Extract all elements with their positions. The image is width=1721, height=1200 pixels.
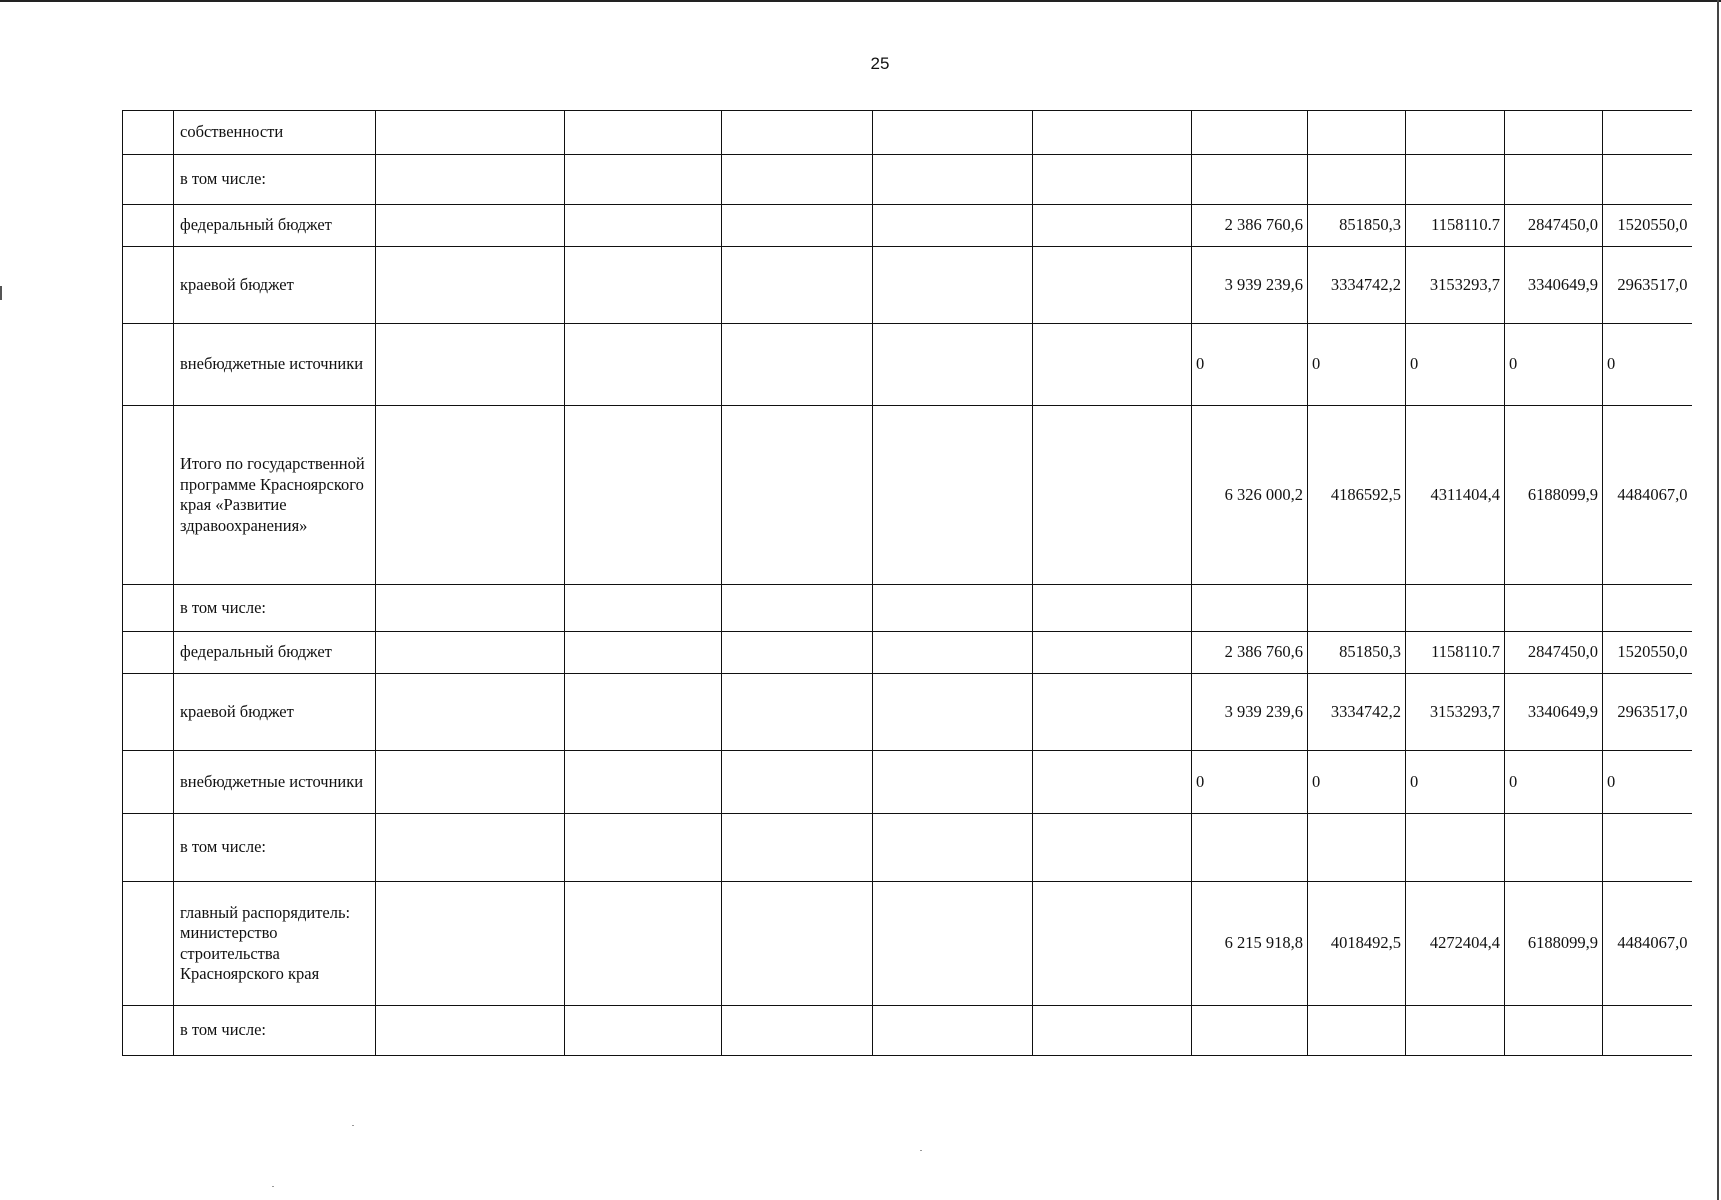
empty-cell <box>1033 247 1192 324</box>
amount-cell <box>1308 814 1406 882</box>
amount-cell <box>1192 1006 1308 1056</box>
empty-cell <box>565 814 722 882</box>
empty-cell <box>1033 205 1192 247</box>
amount-cell: 1158110.7 <box>1406 632 1505 674</box>
amount-cell: 0 <box>1603 324 1692 406</box>
empty-cell <box>873 205 1033 247</box>
amount-cell <box>1406 814 1505 882</box>
amount-cell: 0 <box>1308 324 1406 406</box>
amount-cell <box>1603 1006 1692 1056</box>
amount-cell: 3334742,2 <box>1308 247 1406 324</box>
empty-cell <box>376 205 565 247</box>
amount-cell <box>1308 585 1406 632</box>
row-label-cell: Итого по государственной программе Красноярского края «Развитие здравоохранения» <box>174 406 376 585</box>
empty-cell <box>873 324 1033 406</box>
row-label-cell: в том числе: <box>174 1006 376 1056</box>
amount-cell <box>1603 111 1692 155</box>
empty-cell <box>376 751 565 814</box>
empty-cell <box>376 1006 565 1056</box>
row-number-cell <box>123 1006 174 1056</box>
amount-cell: 2 386 760,6 <box>1192 205 1308 247</box>
row-number-cell <box>123 247 174 324</box>
table-row <box>123 585 1692 632</box>
empty-cell <box>376 814 565 882</box>
row-label-cell: краевой бюджет <box>174 247 376 324</box>
amount-cell: 4018492,5 <box>1308 882 1406 1006</box>
amount-cell: 3340649,9 <box>1505 247 1603 324</box>
amount-cell: 2 386 760,6 <box>1192 632 1308 674</box>
empty-cell <box>1033 674 1192 751</box>
amount-cell: 2847450,0 <box>1505 632 1603 674</box>
empty-cell <box>376 882 565 1006</box>
table-row <box>123 406 1692 585</box>
amount-cell: 6188099,9 <box>1505 882 1603 1006</box>
amount-cell: 4272404,4 <box>1406 882 1505 1006</box>
row-number-cell <box>123 814 174 882</box>
amount-cell <box>1192 814 1308 882</box>
empty-cell <box>376 155 565 205</box>
amount-cell: 851850,3 <box>1308 632 1406 674</box>
empty-cell <box>1033 324 1192 406</box>
amount-cell: 2963517,0 <box>1603 674 1692 751</box>
empty-cell <box>873 882 1033 1006</box>
amount-cell <box>1192 155 1308 205</box>
amount-cell: 1158110.7 <box>1406 205 1505 247</box>
empty-cell <box>1033 632 1192 674</box>
row-label-cell: федеральный бюджет <box>174 205 376 247</box>
empty-cell <box>565 1006 722 1056</box>
table-row <box>123 155 1692 205</box>
empty-cell <box>376 324 565 406</box>
empty-cell <box>1033 406 1192 585</box>
amount-cell: 0 <box>1192 324 1308 406</box>
empty-cell <box>376 632 565 674</box>
empty-cell <box>565 155 722 205</box>
amount-cell: 4311404,4 <box>1406 406 1505 585</box>
empty-cell <box>1033 111 1192 155</box>
empty-cell <box>565 406 722 585</box>
amount-cell: 3340649,9 <box>1505 674 1603 751</box>
empty-cell <box>1033 1006 1192 1056</box>
scan-mark <box>0 286 2 300</box>
empty-cell <box>722 406 873 585</box>
empty-cell <box>722 632 873 674</box>
empty-cell <box>722 751 873 814</box>
empty-cell <box>873 585 1033 632</box>
amount-cell <box>1603 585 1692 632</box>
row-number-cell <box>123 324 174 406</box>
amount-cell: 0 <box>1603 751 1692 814</box>
amount-cell: 0 <box>1406 751 1505 814</box>
amount-cell: 3 939 239,6 <box>1192 674 1308 751</box>
empty-cell <box>722 111 873 155</box>
empty-cell <box>722 674 873 751</box>
amount-cell: 851850,3 <box>1308 205 1406 247</box>
row-label-cell: федеральный бюджет <box>174 632 376 674</box>
table-body <box>123 111 1692 1056</box>
empty-cell <box>722 155 873 205</box>
row-number-cell <box>123 632 174 674</box>
scan-top-edge <box>0 0 1721 2</box>
row-number-cell <box>123 674 174 751</box>
row-label-cell: краевой бюджет <box>174 674 376 751</box>
amount-cell: 6188099,9 <box>1505 406 1603 585</box>
empty-cell <box>873 111 1033 155</box>
row-label-cell: главный распорядитель: министерство строительства Красноярского края <box>174 882 376 1006</box>
empty-cell <box>722 324 873 406</box>
empty-cell <box>1033 751 1192 814</box>
amount-cell <box>1603 814 1692 882</box>
row-number-cell <box>123 155 174 205</box>
amount-cell: 4186592,5 <box>1308 406 1406 585</box>
amount-cell <box>1192 111 1308 155</box>
amount-cell <box>1505 1006 1603 1056</box>
table-row <box>123 324 1692 406</box>
empty-cell <box>722 1006 873 1056</box>
amount-cell: 2963517,0 <box>1603 247 1692 324</box>
amount-cell <box>1406 1006 1505 1056</box>
row-number-cell <box>123 111 174 155</box>
empty-cell <box>565 324 722 406</box>
amount-cell <box>1308 1006 1406 1056</box>
empty-cell <box>565 751 722 814</box>
empty-cell <box>376 406 565 585</box>
row-label-cell: в том числе: <box>174 814 376 882</box>
row-number-cell <box>123 585 174 632</box>
empty-cell <box>873 406 1033 585</box>
empty-cell <box>1033 814 1192 882</box>
amount-cell: 3153293,7 <box>1406 247 1505 324</box>
amount-cell: 0 <box>1406 324 1505 406</box>
empty-cell <box>873 674 1033 751</box>
amount-cell: 3 939 239,6 <box>1192 247 1308 324</box>
empty-cell <box>376 247 565 324</box>
amount-cell: 3334742,2 <box>1308 674 1406 751</box>
amount-cell: 4484067,0 <box>1603 882 1692 1006</box>
table-row <box>123 632 1692 674</box>
table-row <box>123 814 1692 882</box>
budget-table <box>122 110 1692 1056</box>
empty-cell <box>1033 882 1192 1006</box>
empty-cell <box>722 585 873 632</box>
scan-speck <box>920 1150 922 1151</box>
row-label-cell: в том числе: <box>174 585 376 632</box>
amount-cell: 0 <box>1192 751 1308 814</box>
empty-cell <box>376 674 565 751</box>
page-number: 25 <box>870 54 890 73</box>
empty-cell <box>565 247 722 324</box>
scan-right-edge <box>1717 0 1719 1200</box>
empty-cell <box>722 205 873 247</box>
empty-cell <box>376 111 565 155</box>
table-row <box>123 674 1692 751</box>
empty-cell <box>873 751 1033 814</box>
table-row <box>123 111 1692 155</box>
empty-cell <box>873 155 1033 205</box>
row-label-cell: в том числе: <box>174 155 376 205</box>
amount-cell <box>1505 111 1603 155</box>
table-row <box>123 1006 1692 1056</box>
empty-cell <box>565 632 722 674</box>
amount-cell: 6 326 000,2 <box>1192 406 1308 585</box>
amount-cell: 0 <box>1308 751 1406 814</box>
empty-cell <box>565 674 722 751</box>
amount-cell <box>1505 585 1603 632</box>
table-row <box>123 751 1692 814</box>
amount-cell: 0 <box>1505 324 1603 406</box>
row-number-cell <box>123 882 174 1006</box>
empty-cell <box>873 632 1033 674</box>
empty-cell <box>722 882 873 1006</box>
amount-cell <box>1406 155 1505 205</box>
row-label-cell: собственности <box>174 111 376 155</box>
amount-cell: 3153293,7 <box>1406 674 1505 751</box>
amount-cell: 1520550,0 <box>1603 632 1692 674</box>
amount-cell <box>1308 111 1406 155</box>
empty-cell <box>565 205 722 247</box>
row-number-cell <box>123 205 174 247</box>
empty-cell <box>873 814 1033 882</box>
amount-cell <box>1308 155 1406 205</box>
scan-speck <box>272 1186 274 1187</box>
empty-cell <box>1033 155 1192 205</box>
empty-cell <box>565 585 722 632</box>
amount-cell <box>1406 111 1505 155</box>
amount-cell <box>1192 585 1308 632</box>
row-label-cell: внебюджетные источники <box>174 751 376 814</box>
table-row <box>123 882 1692 1006</box>
amount-cell <box>1406 585 1505 632</box>
empty-cell <box>376 585 565 632</box>
empty-cell <box>1033 585 1192 632</box>
empty-cell <box>722 247 873 324</box>
amount-cell <box>1505 155 1603 205</box>
empty-cell <box>565 111 722 155</box>
amount-cell: 1520550,0 <box>1603 205 1692 247</box>
amount-cell <box>1505 814 1603 882</box>
empty-cell <box>873 1006 1033 1056</box>
empty-cell <box>722 814 873 882</box>
row-label-cell: внебюджетные источники <box>174 324 376 406</box>
table-row <box>123 205 1692 247</box>
amount-cell: 2847450,0 <box>1505 205 1603 247</box>
empty-cell <box>565 882 722 1006</box>
table-row <box>123 247 1692 324</box>
row-number-cell <box>123 751 174 814</box>
scan-speck <box>352 1125 354 1126</box>
row-number-cell <box>123 406 174 585</box>
amount-cell: 4484067,0 <box>1603 406 1692 585</box>
empty-cell <box>873 247 1033 324</box>
amount-cell: 6 215 918,8 <box>1192 882 1308 1006</box>
amount-cell <box>1603 155 1692 205</box>
amount-cell: 0 <box>1505 751 1603 814</box>
